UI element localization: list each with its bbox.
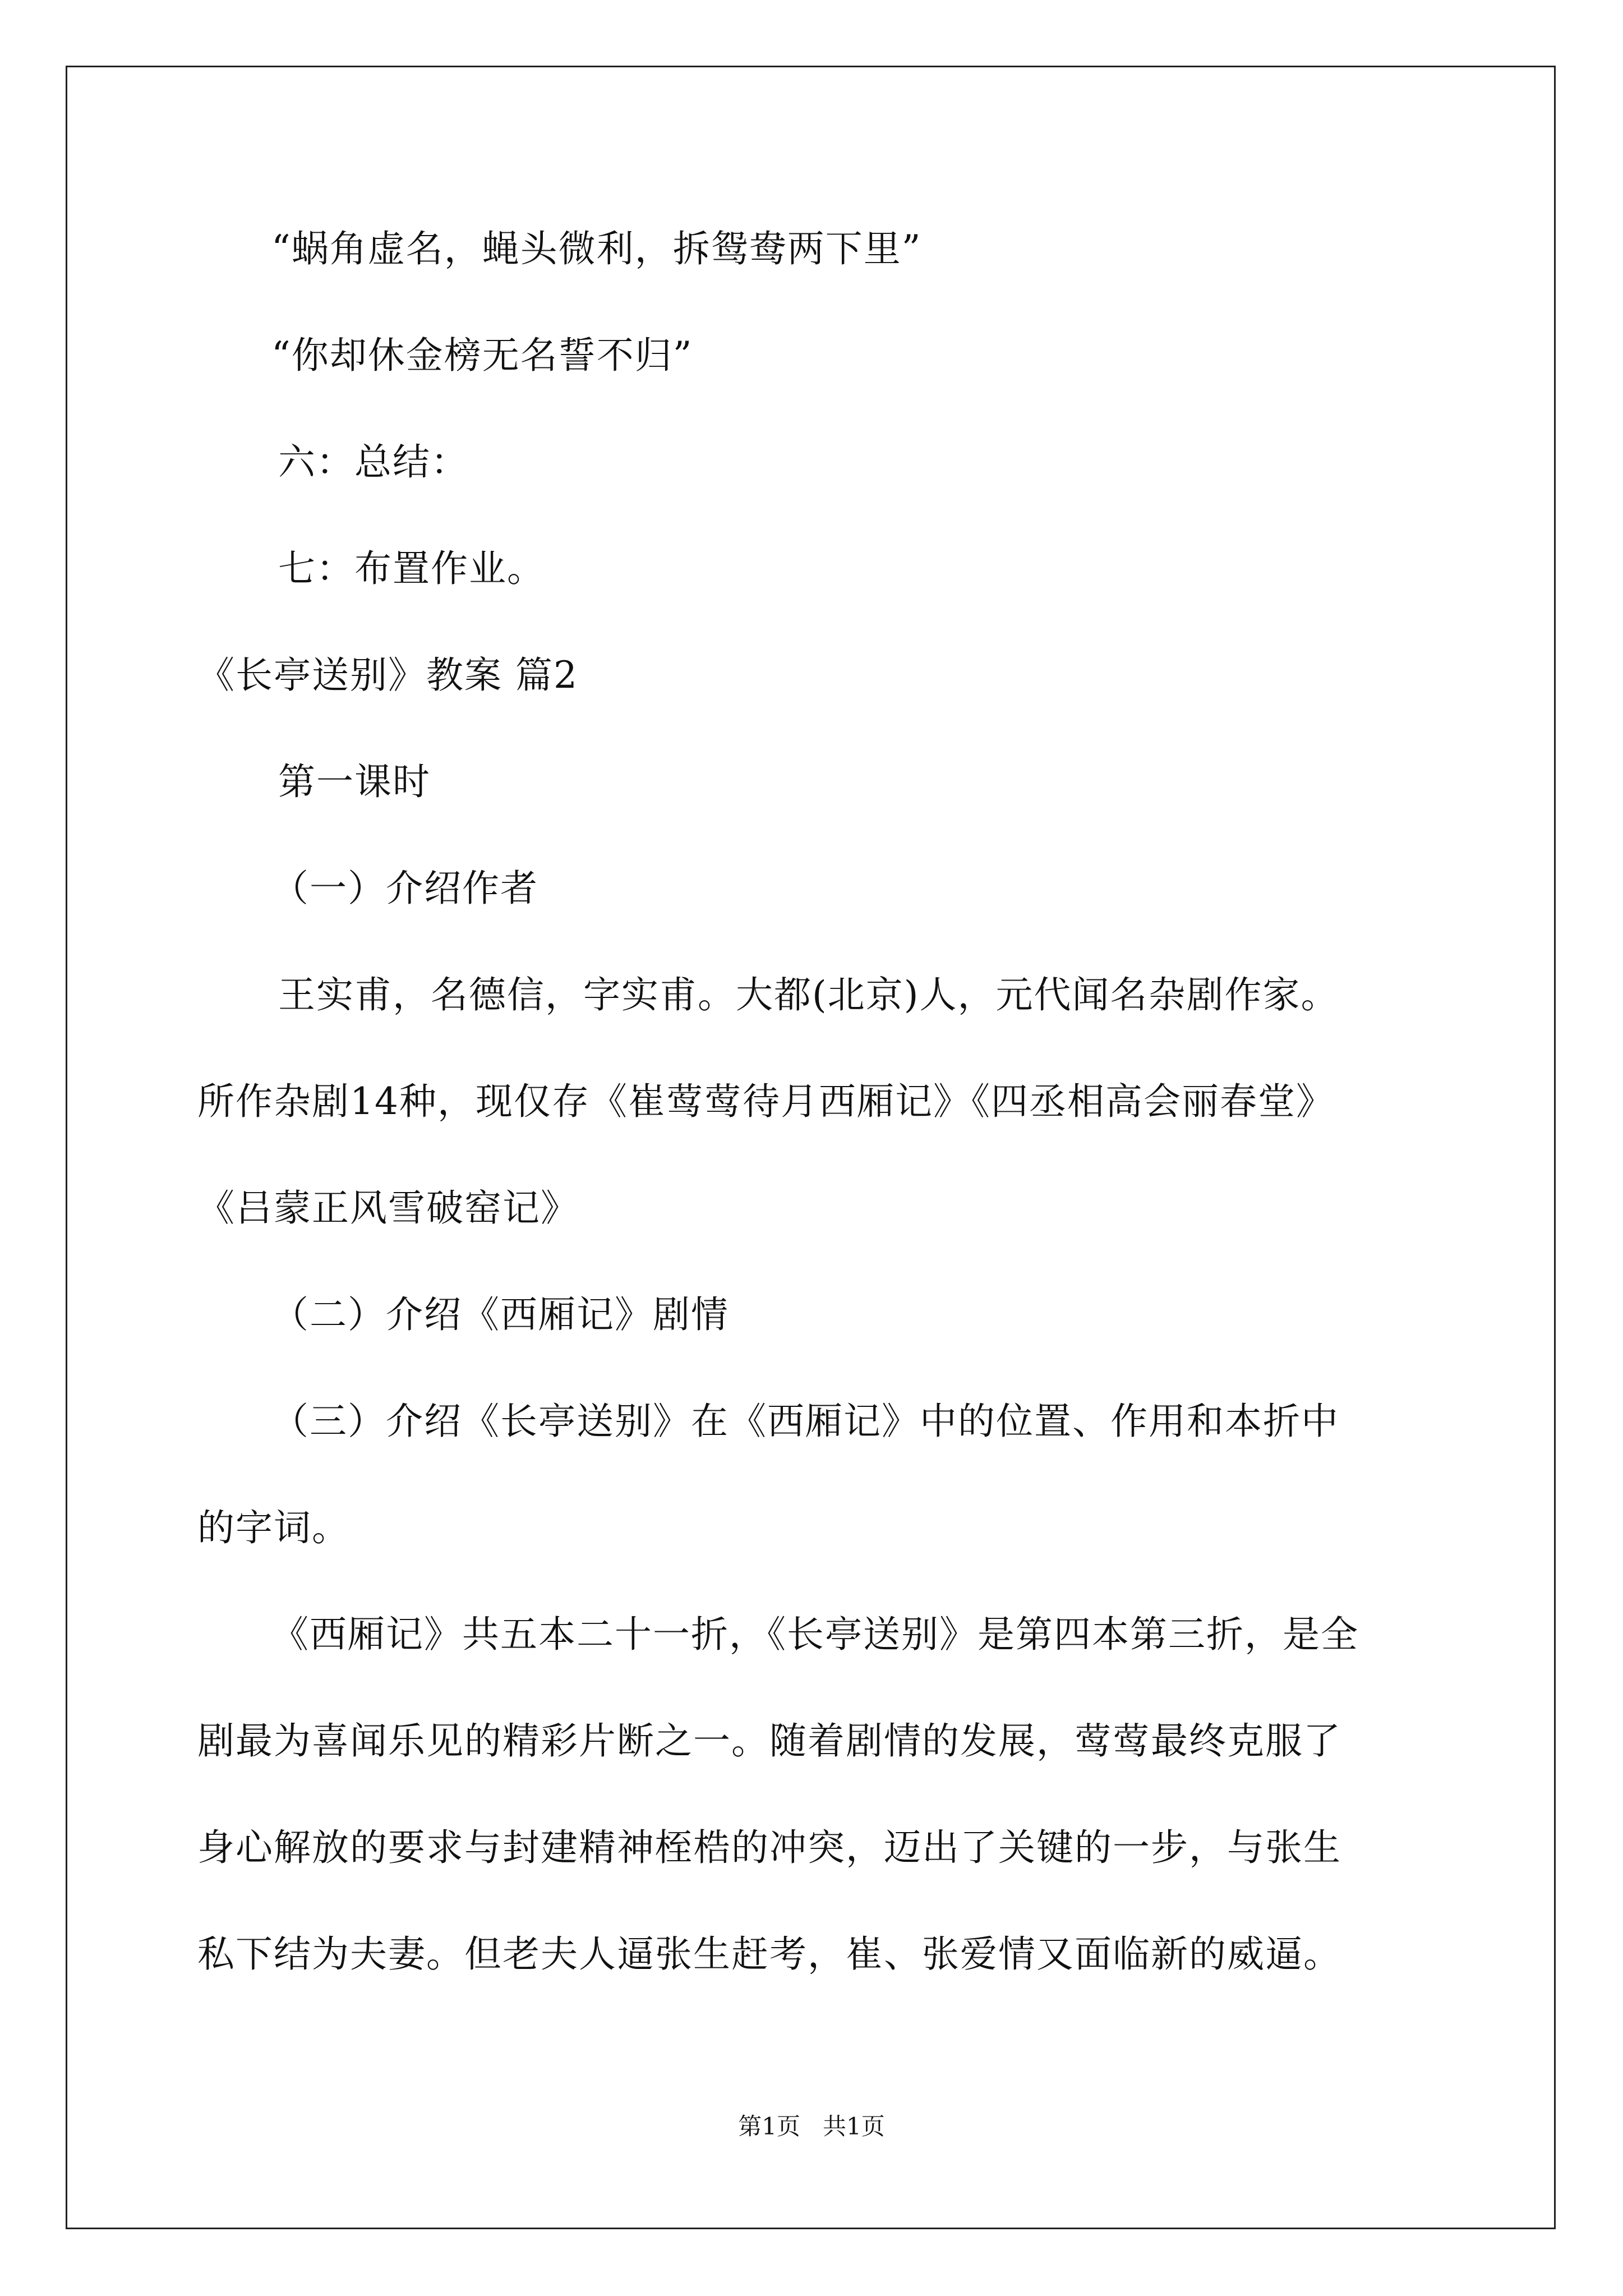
paragraph-line: 私下结为夫妻。但老夫人逼张生赶考，崔、张爱情又面临新的威逼。 (197, 1932, 1341, 1976)
paragraph-line: 的字词。 (197, 1506, 350, 1549)
paragraph-line: 《西厢记》共五本二十一折，《长亭送别》是第四本第三折，是全 (271, 1613, 1359, 1656)
subheading-plot: （二）介绍《西厢记》剧情 (271, 1293, 729, 1336)
subheading-position: （三）介绍《长亭送别》在《西厢记》中的位置、作用和本折中 (271, 1400, 1339, 1443)
section-summary: 六：总结： (278, 440, 469, 484)
paragraph-line: 《吕蒙正风雪破窑记》 (197, 1186, 579, 1230)
quote-line-2: “你却休金榜无名誓不归” (271, 334, 693, 377)
quote-line-1: “蜗角虚名，蝇头微利，拆鸳鸯两下里” (271, 227, 922, 270)
lesson-title: 第一课时 (278, 760, 431, 803)
subheading-author: （一）介绍作者 (271, 867, 538, 910)
section-homework: 七：布置作业。 (278, 547, 545, 590)
paragraph-line: 身心解放的要求与封建精神桎梏的冲突，迈出了关键的一步，与张生 (197, 1826, 1341, 1869)
paragraph-line: 所作杂剧14种，现仅存《崔莺莺待月西厢记》《四丞相高会丽春堂》 (197, 1080, 1334, 1123)
page-number-footer: 第1页 共1页 (738, 2113, 885, 2140)
paragraph-line: 剧最为喜闻乐见的精彩片断之一。随着剧情的发展，莺莺最终克服了 (197, 1719, 1341, 1763)
paragraph-line: 王实甫，名德信，字实甫。大都(北京)人，元代闻名杂剧作家。 (278, 973, 1339, 1016)
article-heading: 《长亭送别》教案 篇2 (197, 654, 578, 697)
page-border (66, 66, 1556, 2229)
